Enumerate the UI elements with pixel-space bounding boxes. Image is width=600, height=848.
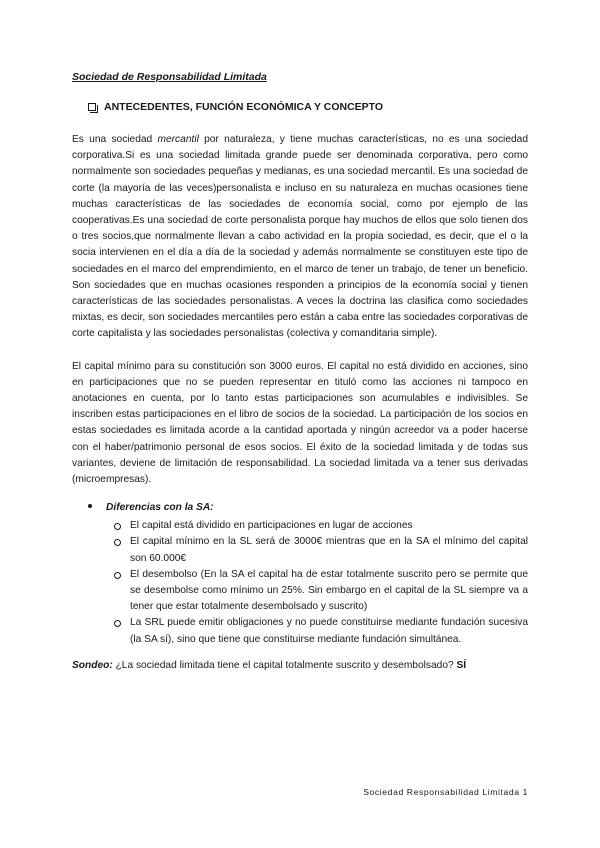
page-footer: Sociedad Responsabilidad Limitada 1 — [363, 787, 528, 797]
paragraph-intro-pre: Es una sociedad — [72, 134, 158, 145]
sondeo-question: ¿La sociedad limitada tiene el capital totalmente suscrito y desembolsado? — [112, 659, 457, 671]
list-item — [130, 615, 528, 647]
circle-bullet-icon — [114, 572, 121, 579]
list-item — [130, 518, 528, 534]
checkbox-icon — [88, 103, 96, 111]
section-heading — [88, 100, 528, 114]
circle-bullet-icon — [114, 523, 121, 530]
document-page — [72, 70, 528, 674]
bullet-icon — [88, 504, 92, 508]
differences-list — [72, 518, 528, 648]
list-item — [130, 567, 528, 616]
differences-heading — [88, 500, 528, 516]
list-item-text: El capital mínimo en la SL será de 3000€ mientras que en la SA el mínimo del capital son 60.000€ — [130, 536, 528, 564]
paragraph-capital: El capital mínimo para su constitución son 3000 euros. El capital no está dividido en acciones, sino en participaciones que no se pueden representar en tituló como las acciones ni tampoco en anotaciones en cuenta, por lo tanto estas participaciones son acumulables e indivisibles. Se inscriben estas participaciones en el libro de socios de la sociedad. La participación de los socios en estas sociedades es limitada acorde a la cantidad aportada y ningún acreedor va a poder hacerse con el haber/patrimonio personal de esos socios. El éxito de la sociedad limitada y de todas sus variantes, deviene de limitación de responsabilidad. La sociedad limitada va a tener sus derivadas (microempresas). — [72, 360, 528, 486]
paragraph-intro-italic: mercantil — [157, 134, 199, 145]
list-item — [130, 534, 528, 566]
differences-heading-text: Diferencias con la SA: — [106, 502, 214, 514]
paragraph-intro-post: por naturaleza, y tiene muchas características, no es una sociedad corporativa.Si es una sociedad limitada grande puede ser denominada corporativa, pero como normalmente son sociedades pequeñas y medianas, es una sociedad mercantil. Es una sociedad de corte (la mayoría de las veces)personalista e incluso en su naturaleza en muchas ocasiones tiene muchas características de las sociedades de economía social, como por ejemplo de las cooperativas.Es una sociedad de corte personalista porque hay muchos de ellos que solo tienen dos o tres socios,que normalmente llevan a cabo actividad en la propia sociedad, es decir, que el o la socia intervienen en el día a día de la sociedad y además normalmente se constituyen este tipo de sociedades en el marco del emprendimiento, en el marco de tener un trabajo, de tener un beneficio. Son sociedades que en muchas ocasiones responden a principios de la economía social y tienen características de las sociedades personalistas. A veces la doctrina las clasifica como sociedades mixtas, es decir, son sociedades mercantiles pero están a caba entre las sociedades corporativas de corte capitalista y las sociedades personalistas (colectiva y comanditaria simple). — [72, 134, 528, 340]
sondeo-answer: SÍ — [456, 659, 467, 671]
sondeo-label: Sondeo: — [72, 659, 113, 671]
section-heading-text: ANTECEDENTES, FUNCIÓN ECONÓMICA Y CONCEPTO — [104, 101, 384, 113]
list-item-text: El desembolso (En la SA el capital ha de estar totalmente suscrito pero se permite que se desembolse como mínimo un 25%. Sin embargo en el capital de la SL siempre va a tener que estar totalmente desembolsado y suscrito) — [130, 568, 528, 613]
list-item-text: El capital está dividido en participaciones en lugar de acciones — [130, 520, 413, 532]
paragraph-intro — [72, 132, 528, 343]
document-title: Sociedad de Responsabilidad Limitada — [72, 71, 267, 83]
circle-bullet-icon — [114, 620, 121, 627]
sondeo-line — [72, 658, 528, 674]
list-item-text: La SRL puede emitir obligaciones y no puede constituirse mediante fundación sucesiva (la SA sí), sino que tiene que constituirse mediante fundación simultánea. — [130, 617, 528, 645]
circle-bullet-icon — [114, 539, 121, 546]
